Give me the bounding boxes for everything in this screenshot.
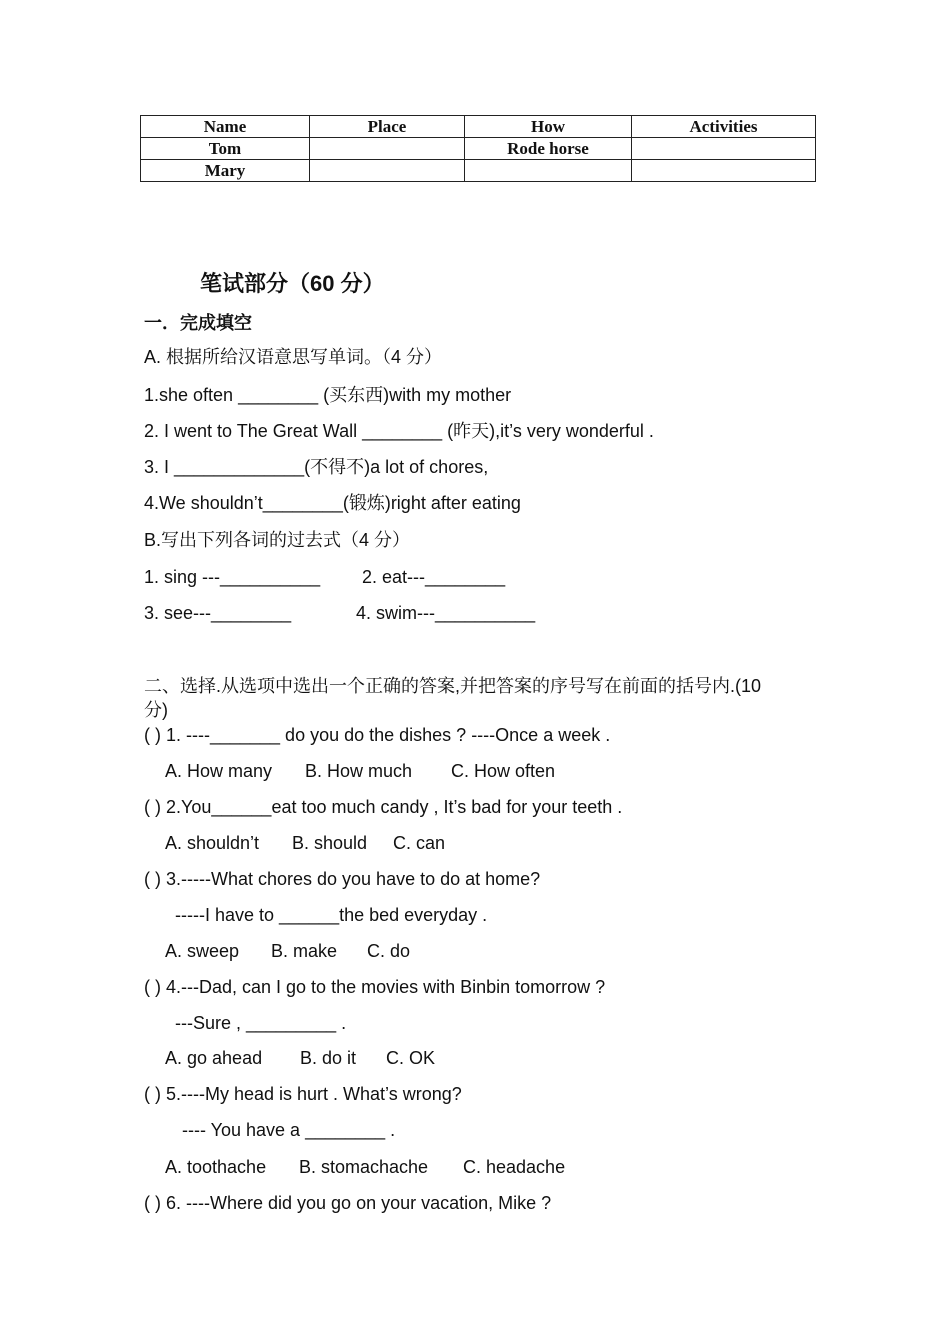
question-3-option-b: B. make xyxy=(271,941,338,961)
table-cell: Rode horse xyxy=(465,138,632,160)
question-4-option-c: C. OK xyxy=(386,1048,436,1068)
question-5-stem: ( ) 5.----My head is hurt . What’s wrong? xyxy=(144,1084,462,1104)
partA-item-2: 2. I went to The Great Wall ________ (昨天),it’s very wonderful . xyxy=(144,421,654,441)
question-4-stem: ( ) 4.---Dad, can I go to the movies with Binbin tomorrow ? xyxy=(144,977,606,997)
question-4-option-a: A. go ahead xyxy=(165,1048,263,1068)
header-name: Name xyxy=(141,116,310,138)
question-2-option-b: B. should xyxy=(292,833,368,853)
question-1-option-c: C. How often xyxy=(451,761,556,781)
table-cell xyxy=(310,138,465,160)
table-header-row xyxy=(141,116,816,138)
header-place: Place xyxy=(310,116,465,138)
table-cell xyxy=(310,160,465,182)
header-activities: Activities xyxy=(632,116,816,138)
partB-item-1: 1. sing ---__________ xyxy=(144,567,321,587)
partA-instruction: A. 根据所给汉语意思写单词。（4 分） xyxy=(144,347,443,367)
question-6-stem: ( ) 6. ----Where did you go on your vacation, Mike ? xyxy=(144,1193,552,1213)
header-how: How xyxy=(465,116,632,138)
table-row xyxy=(141,160,816,182)
written-part-title: 笔试部分（60 分） xyxy=(200,271,385,296)
table-cell xyxy=(465,160,632,182)
table-cell xyxy=(632,160,816,182)
partB-item-3: 3. see---________ xyxy=(144,603,292,623)
table-row xyxy=(141,138,816,160)
question-3-option-a: A. sweep xyxy=(165,941,240,961)
question-3-option-c: C. do xyxy=(367,941,411,961)
partA-item-4: 4.We shouldn’t________(锻炼)right after eating xyxy=(144,493,521,513)
table-cell: Tom xyxy=(141,138,310,160)
partA-item-3: 3. I _____________(不得不)a lot of chores, xyxy=(144,457,489,477)
question-5-option-a: A. toothache xyxy=(165,1157,267,1177)
question-2-option-a: A. shouldn’t xyxy=(165,833,260,853)
question-2-option-c: C. can xyxy=(393,833,446,853)
section2-instruction-line2: 分) xyxy=(144,700,168,720)
question-1-stem: ( ) 1. ----_______ do you do the dishes ? ----Once a week . xyxy=(144,725,611,745)
question-4-reply: ---Sure , _________ . xyxy=(175,1013,347,1033)
question-5-option-c: C. headache xyxy=(463,1157,566,1177)
question-4-option-b: B. do it xyxy=(300,1048,357,1068)
section1-title: 一．完成填空 xyxy=(144,313,252,333)
question-1-option-b: B. How much xyxy=(305,761,413,781)
partB-instruction: B.写出下列各词的过去式（4 分） xyxy=(144,530,411,550)
question-3-stem: ( ) 3.-----What chores do you have to do at home? xyxy=(144,869,541,889)
question-2-stem: ( ) 2.You______eat too much candy , It’s bad for your teeth . xyxy=(144,797,623,817)
table-cell xyxy=(632,138,816,160)
info-table xyxy=(140,115,816,182)
partB-item-4: 4. swim---__________ xyxy=(356,603,536,623)
question-1-option-a: A. How many xyxy=(165,761,273,781)
table-cell: Mary xyxy=(141,160,310,182)
partA-item-1: 1.she often ________ (买东西)with my mother xyxy=(144,385,512,405)
section2-instruction-line1: 二、选择.从选项中选出一个正确的答案,并把答案的序号写在前面的括号内.(10 xyxy=(144,676,762,696)
partB-item-2: 2. eat---________ xyxy=(362,567,506,587)
question-5-option-b: B. stomachache xyxy=(299,1157,429,1177)
question-3-reply: -----I have to ______the bed everyday . xyxy=(175,905,488,925)
question-5-reply: ---- You have a ________ . xyxy=(182,1120,396,1140)
